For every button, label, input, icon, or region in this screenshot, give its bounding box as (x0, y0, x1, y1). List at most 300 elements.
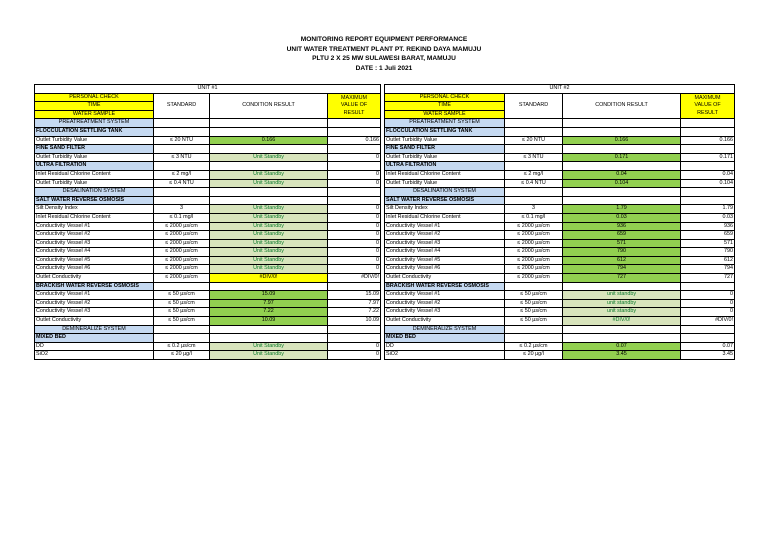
subsection-title: MIXED BED (35, 334, 154, 343)
parameter-label: DD (35, 342, 154, 351)
parameter-row (385, 248, 735, 257)
maximum-value-header (681, 93, 735, 119)
condition-result-value: 571 (563, 239, 681, 248)
condition-result-value: unit standby (563, 299, 681, 308)
parameter-label: Conductivity Vessel #4 (385, 248, 505, 257)
maximum-value: #DIV/0! (681, 317, 735, 326)
parameter-label: Conductivity Vessel #3 (385, 239, 505, 248)
parameter-row (385, 239, 735, 248)
condition-result-value: 3.45 (563, 351, 681, 360)
empty-cell (505, 334, 563, 343)
subsection-title: SALT WATER REVERSE OSMOSIS (35, 196, 154, 205)
maximum-value: 7.97 (328, 299, 381, 308)
subsection-header-row (35, 162, 381, 171)
empty-cell (505, 145, 563, 154)
empty-cell (154, 188, 210, 197)
parameter-row (35, 248, 381, 257)
empty-cell (681, 119, 735, 128)
parameter-row (35, 308, 381, 317)
standard-value: ≤ 50 µs/cm (154, 299, 210, 308)
maximum-value: 0 (328, 256, 381, 265)
parameter-row (35, 213, 381, 222)
empty-cell (328, 282, 381, 291)
subsection-title: ULTRA FILTRATION (35, 162, 154, 171)
standard-header: STANDARD (505, 93, 563, 119)
result-label: RESULT (343, 109, 365, 116)
parameter-label: Conductivity Vessel #5 (385, 256, 505, 265)
condition-result-header: CONDITION RESULT (563, 93, 681, 119)
maximum-value: 0.03 (681, 213, 735, 222)
condition-result-value: Unit Standby (210, 231, 328, 240)
condition-result-value: Unit Standby (210, 265, 328, 274)
maximum-value: 0 (328, 351, 381, 360)
empty-cell (210, 325, 328, 334)
parameter-label: Outlet Conductivity (385, 274, 505, 283)
condition-result-value: 790 (563, 248, 681, 257)
empty-cell (681, 325, 735, 334)
parameter-label: Conductivity Vessel #1 (385, 222, 505, 231)
standard-value: ≤ 3 NTU (154, 153, 210, 162)
standard-value: ≤ 50 µs/cm (154, 291, 210, 300)
parameter-label: Inlet Residual Chlorine Content (35, 170, 154, 179)
empty-cell (563, 162, 681, 171)
standard-value: ≤ 2000 µs/cm (505, 239, 563, 248)
maximum-value: 0 (328, 213, 381, 222)
plant-location: PLTU 2 X 25 MW SULAWESI BARAT, MAMUJU (312, 55, 456, 62)
parameter-label: Conductivity Vessel #4 (35, 248, 154, 257)
empty-cell (505, 325, 563, 334)
condition-result-value: Unit Standby (210, 256, 328, 265)
standard-value: 3 (154, 205, 210, 214)
condition-result-value: Unit Standby (210, 205, 328, 214)
standard-value: ≤ 2000 µs/cm (154, 231, 210, 240)
standard-value: ≤ 50 µs/cm (505, 308, 563, 317)
parameter-row (35, 222, 381, 231)
unit-1-table (34, 84, 381, 360)
standard-value: ≤ 2000 µs/cm (505, 222, 563, 231)
maximum-value: 7.22 (328, 308, 381, 317)
parameter-row (35, 351, 381, 360)
condition-result-value: 659 (563, 231, 681, 240)
unit-name: UNIT #1 (35, 85, 381, 94)
report-date: DATE : 1 Juli 2021 (355, 64, 413, 72)
report-title: MONITORING REPORT EQUIPMENT PERFORMANCE (300, 36, 468, 43)
parameter-label: Silt Density Index (385, 205, 505, 214)
parameter-row (385, 291, 735, 300)
parameter-row (385, 222, 735, 231)
unit-1-rows (35, 119, 381, 360)
subsection-header-row (35, 127, 381, 136)
maximum-value: 0 (328, 248, 381, 257)
maximum-value: 0.07 (681, 342, 735, 351)
empty-cell (210, 119, 328, 128)
maximum-label: MAXIMUM (340, 94, 368, 101)
parameter-row (35, 265, 381, 274)
empty-cell (681, 145, 735, 154)
parameter-row (35, 317, 381, 326)
parameter-label: Outlet Turbidity Value (385, 136, 505, 145)
unit-name: UNIT #2 (385, 85, 735, 94)
empty-cell (154, 325, 210, 334)
time-header: TIME (35, 102, 154, 111)
parameter-label: Outlet Turbidity Value (35, 153, 154, 162)
section-title: DESALINATION SYSTEM (35, 188, 154, 197)
parameter-label: Conductivity Vessel #3 (35, 239, 154, 248)
maximum-value: 0 (328, 205, 381, 214)
personal-check-header: PERSONAL CHECK (35, 93, 154, 102)
condition-result-value: Unit Standby (210, 248, 328, 257)
maximum-value: 790 (681, 248, 735, 257)
parameter-row (385, 179, 735, 188)
condition-result-value: 7.22 (210, 308, 328, 317)
maximum-value: #DIV/0! (328, 274, 381, 283)
subsection-title: FINE SAND FILTER (385, 145, 505, 154)
section-header-row (385, 188, 735, 197)
standard-value: ≤ 20 µg/l (154, 351, 210, 360)
maximum-value: 0 (681, 291, 735, 300)
section-title: DEMINERALIZE SYSTEM (35, 325, 154, 334)
section-header-row (35, 119, 381, 128)
subsection-title: FLOCCULATION SETTLING TANK (385, 127, 505, 136)
subsection-title: ULTRA FILTRATION (385, 162, 505, 171)
condition-result-header: CONDITION RESULT (210, 93, 328, 119)
empty-cell (154, 127, 210, 136)
parameter-row (385, 265, 735, 274)
maximum-value: 0 (328, 231, 381, 240)
condition-result-value: 612 (563, 256, 681, 265)
standard-value: ≤ 20 µg/l (505, 351, 563, 360)
condition-result-value: 7.97 (210, 299, 328, 308)
parameter-row (385, 351, 735, 360)
standard-value: ≤ 2000 µs/cm (505, 265, 563, 274)
maximum-value: 10.09 (328, 317, 381, 326)
condition-result-value: 0.03 (563, 213, 681, 222)
parameter-label: Conductivity Vessel #2 (35, 299, 154, 308)
parameter-row (385, 136, 735, 145)
maximum-label: MAXIMUM (694, 94, 721, 101)
maximum-value: 0 (328, 170, 381, 179)
maximum-value: 0 (681, 299, 735, 308)
empty-cell (681, 334, 735, 343)
parameter-label: Outlet Turbidity Value (385, 153, 505, 162)
subsection-header-row (35, 334, 381, 343)
maximum-value: 0 (328, 153, 381, 162)
parameter-label: Inlet Residual Chlorine Content (35, 213, 154, 222)
subsection-header-row (35, 145, 381, 154)
subsection-title: BRACKISH WATER REVERSE OSMOSIS (35, 282, 154, 291)
parameter-row (385, 153, 735, 162)
maximum-value: 612 (681, 256, 735, 265)
standard-value: 3 (505, 205, 563, 214)
empty-cell (154, 196, 210, 205)
empty-cell (681, 196, 735, 205)
parameter-label: Conductivity Vessel #1 (35, 291, 154, 300)
value-of-label: VALUE OF (694, 102, 721, 109)
parameter-row (35, 274, 381, 283)
empty-cell (563, 282, 681, 291)
maximum-value: 936 (681, 222, 735, 231)
parameter-label: Conductivity Vessel #3 (35, 308, 154, 317)
maximum-value: 659 (681, 231, 735, 240)
empty-cell (563, 145, 681, 154)
empty-cell (210, 196, 328, 205)
parameter-row (35, 153, 381, 162)
parameter-label: Outlet Turbidity Value (35, 179, 154, 188)
parameter-row (35, 342, 381, 351)
standard-value: ≤ 50 µs/cm (154, 317, 210, 326)
maximum-value: 1.79 (681, 205, 735, 214)
section-header-row (35, 325, 381, 334)
empty-cell (505, 119, 563, 128)
parameter-label: DD (385, 342, 505, 351)
empty-cell (328, 325, 381, 334)
condition-result-value: Unit Standby (210, 213, 328, 222)
standard-value: ≤ 50 µs/cm (505, 291, 563, 300)
condition-result-value: 0.166 (563, 136, 681, 145)
standard-value: ≤ 2000 µs/cm (505, 274, 563, 283)
maximum-value-header (328, 93, 381, 119)
empty-cell (563, 188, 681, 197)
parameter-row (35, 205, 381, 214)
condition-result-value: unit standby (563, 291, 681, 300)
section-header-row (35, 188, 381, 197)
empty-cell (328, 334, 381, 343)
parameter-row (385, 317, 735, 326)
empty-cell (328, 162, 381, 171)
report-title-block (0, 35, 768, 73)
standard-value: ≤ 0.1 mg/l (154, 213, 210, 222)
maximum-value: 0 (328, 222, 381, 231)
parameter-label: Silt Density Index (35, 205, 154, 214)
empty-cell (210, 188, 328, 197)
parameter-label: Inlet Residual Chlorine Content (385, 170, 505, 179)
condition-result-value: 0.04 (563, 170, 681, 179)
parameter-label: Outlet Turbidity Value (385, 179, 505, 188)
condition-result-value: 0.104 (563, 179, 681, 188)
parameter-row (385, 308, 735, 317)
maximum-value: 0 (328, 342, 381, 351)
parameter-label: Conductivity Vessel #1 (35, 222, 154, 231)
parameter-row (385, 342, 735, 351)
maximum-value: 15.09 (328, 291, 381, 300)
standard-value: ≤ 2 mg/l (154, 170, 210, 179)
empty-cell (505, 188, 563, 197)
unit-2-rows (385, 119, 735, 360)
parameter-row (385, 256, 735, 265)
condition-result-value: 0.171 (563, 153, 681, 162)
empty-cell (563, 334, 681, 343)
condition-result-value: #DIV/0! (210, 274, 328, 283)
subsection-header-row (385, 162, 735, 171)
parameter-label: Outlet Conductivity (385, 317, 505, 326)
condition-result-value: unit standby (563, 308, 681, 317)
empty-cell (210, 162, 328, 171)
section-title: PREATREATMENT SYSTEM (35, 119, 154, 128)
empty-cell (154, 334, 210, 343)
condition-result-value: Unit Standby (210, 342, 328, 351)
empty-cell (154, 119, 210, 128)
empty-cell (681, 282, 735, 291)
subsection-header-row (35, 282, 381, 291)
empty-cell (328, 119, 381, 128)
standard-value: ≤ 2000 µs/cm (154, 222, 210, 231)
parameter-row (385, 274, 735, 283)
empty-cell (681, 188, 735, 197)
parameter-label: SiO2 (385, 351, 505, 360)
subsection-header-row (385, 145, 735, 154)
empty-cell (210, 282, 328, 291)
subsection-header-row (385, 196, 735, 205)
maximum-value: 0.104 (681, 179, 735, 188)
standard-value: ≤ 2 mg/l (505, 170, 563, 179)
parameter-row (385, 205, 735, 214)
standard-value: ≤ 50 µs/cm (154, 308, 210, 317)
empty-cell (505, 127, 563, 136)
parameter-row (35, 231, 381, 240)
condition-result-value: 936 (563, 222, 681, 231)
standard-value: ≤ 2000 µs/cm (154, 274, 210, 283)
standard-value: ≤ 20 NTU (505, 136, 563, 145)
parameter-row (35, 239, 381, 248)
time-header: TIME (385, 102, 505, 111)
section-title: DEMINERALIZE SYSTEM (385, 325, 505, 334)
standard-value: ≤ 0.1 mg/l (505, 213, 563, 222)
parameter-row (35, 170, 381, 179)
result-label: RESULT (697, 109, 718, 116)
subsection-header-row (385, 282, 735, 291)
subsection-header-row (35, 196, 381, 205)
empty-cell (154, 162, 210, 171)
empty-cell (505, 196, 563, 205)
condition-result-value: Unit Standby (210, 222, 328, 231)
empty-cell (681, 127, 735, 136)
maximum-value: 571 (681, 239, 735, 248)
condition-result-value: 10.09 (210, 317, 328, 326)
standard-value: ≤ 0.2 µs/cm (505, 342, 563, 351)
parameter-row (35, 179, 381, 188)
subsection-title: MIXED BED (385, 334, 505, 343)
empty-cell (681, 162, 735, 171)
parameter-row (35, 291, 381, 300)
parameter-row (35, 299, 381, 308)
maximum-value: 0 (328, 239, 381, 248)
condition-result-value: 0.07 (563, 342, 681, 351)
empty-cell (563, 325, 681, 334)
maximum-value: 0.166 (681, 136, 735, 145)
section-header-row (385, 325, 735, 334)
parameter-row (385, 213, 735, 222)
maximum-value: 794 (681, 265, 735, 274)
subsection-header-row (385, 127, 735, 136)
parameter-label: SiO2 (35, 351, 154, 360)
section-title: PREATREATMENT SYSTEM (385, 119, 505, 128)
empty-cell (210, 145, 328, 154)
empty-cell (154, 282, 210, 291)
standard-value: ≤ 2000 µs/cm (505, 231, 563, 240)
parameter-label: Conductivity Vessel #3 (385, 308, 505, 317)
empty-cell (563, 119, 681, 128)
section-header-row (385, 119, 735, 128)
parameter-label: Conductivity Vessel #6 (385, 265, 505, 274)
section-title: DESALINATION SYSTEM (385, 188, 505, 197)
water-sample-header: WATER SAMPLE (385, 110, 505, 119)
empty-cell (328, 188, 381, 197)
parameter-row (35, 136, 381, 145)
parameter-label: Conductivity Vessel #1 (385, 291, 505, 300)
personal-check-header: PERSONAL CHECK (385, 93, 505, 102)
standard-value: ≤ 0.2 µs/cm (154, 342, 210, 351)
parameter-label: Outlet Conductivity (35, 274, 154, 283)
parameter-label: Conductivity Vessel #2 (385, 231, 505, 240)
parameter-row (385, 231, 735, 240)
standard-value: ≤ 0.4 NTU (505, 179, 563, 188)
maximum-value: 0 (328, 179, 381, 188)
empty-cell (328, 196, 381, 205)
maximum-value: 0.04 (681, 170, 735, 179)
empty-cell (505, 162, 563, 171)
parameter-label: Conductivity Vessel #2 (35, 231, 154, 240)
empty-cell (210, 334, 328, 343)
plant-name: UNIT WATER TREATMENT PLANT PT. REKIND DAYA MAMUJU (286, 45, 482, 53)
subsection-header-row (385, 334, 735, 343)
condition-result-value: Unit Standby (210, 153, 328, 162)
standard-value: ≤ 50 µs/cm (505, 299, 563, 308)
parameter-row (35, 256, 381, 265)
maximum-value: 0 (681, 308, 735, 317)
standard-value: ≤ 50 µs/cm (505, 317, 563, 326)
condition-result-value: 727 (563, 274, 681, 283)
standard-header: STANDARD (154, 93, 210, 119)
parameter-label: Outlet Turbidity Value (35, 136, 154, 145)
maximum-value: 0.166 (328, 136, 381, 145)
empty-cell (563, 196, 681, 205)
maximum-value: 727 (681, 274, 735, 283)
empty-cell (154, 145, 210, 154)
condition-result-value: Unit Standby (210, 239, 328, 248)
empty-cell (328, 145, 381, 154)
water-sample-header: WATER SAMPLE (35, 110, 154, 119)
empty-cell (505, 282, 563, 291)
condition-result-value: Unit Standby (210, 170, 328, 179)
maximum-value: 0 (328, 265, 381, 274)
empty-cell (328, 127, 381, 136)
standard-value: ≤ 2000 µs/cm (154, 256, 210, 265)
standard-value: ≤ 3 NTU (505, 153, 563, 162)
parameter-row (385, 299, 735, 308)
condition-result-value: 0.166 (210, 136, 328, 145)
condition-result-value: Unit Standby (210, 351, 328, 360)
condition-result-value: 1.79 (563, 205, 681, 214)
subsection-title: FINE SAND FILTER (35, 145, 154, 154)
maximum-value: 0.171 (681, 153, 735, 162)
standard-value: ≤ 2000 µs/cm (505, 256, 563, 265)
maximum-value: 3.45 (681, 351, 735, 360)
condition-result-value: #DIV/0! (563, 317, 681, 326)
value-of-label: VALUE OF (340, 102, 368, 109)
parameter-label: Inlet Residual Chlorine Content (385, 213, 505, 222)
unit-2-table (384, 84, 735, 360)
parameter-label: Conductivity Vessel #5 (35, 256, 154, 265)
subsection-title: SALT WATER REVERSE OSMOSIS (385, 196, 505, 205)
standard-value: ≤ 2000 µs/cm (154, 248, 210, 257)
subsection-title: BRACKISH WATER REVERSE OSMOSIS (385, 282, 505, 291)
parameter-row (385, 170, 735, 179)
parameter-label: Conductivity Vessel #6 (35, 265, 154, 274)
condition-result-value: 794 (563, 265, 681, 274)
parameter-label: Outlet Conductivity (35, 317, 154, 326)
condition-result-value: 15.09 (210, 291, 328, 300)
standard-value: ≤ 0.4 NTU (154, 179, 210, 188)
